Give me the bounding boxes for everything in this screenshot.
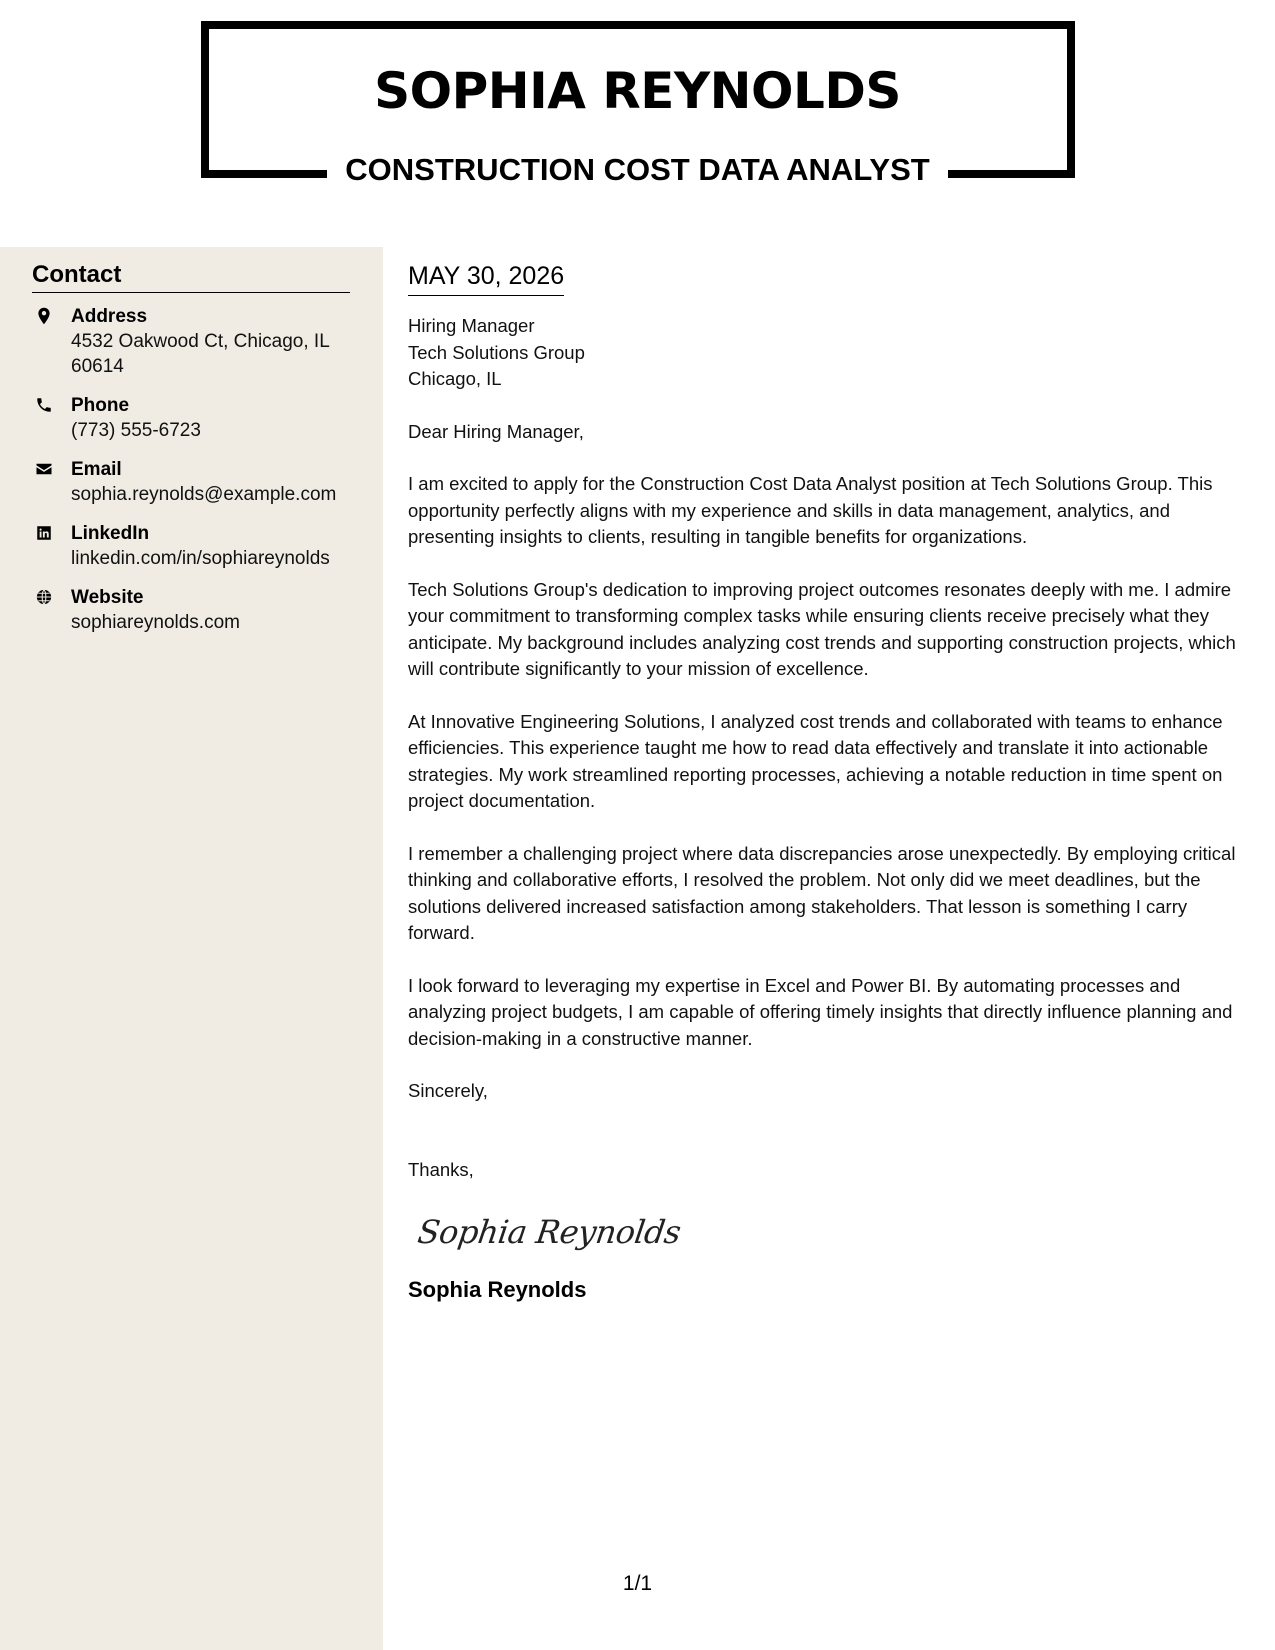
- handwritten-signature: Sophia Reynolds: [415, 1213, 684, 1251]
- map-pin-icon: [35, 307, 53, 325]
- page-number: 1/1: [622, 1572, 653, 1595]
- letter-paragraph: I look forward to leveraging my expertise in Excel and Power BI. By automating processes and analyzing project budgets, I am capable of offering timely insights that directly influence planning and decision-making in a constructive manner.: [408, 974, 1233, 1049]
- globe-icon: [35, 588, 53, 606]
- envelope-icon: [35, 460, 53, 478]
- contact-label: Phone: [71, 395, 130, 416]
- letter-date: MAY 30, 2026: [408, 262, 564, 296]
- closing: Sincerely,: [408, 1080, 488, 1101]
- letter-body: [408, 262, 1254, 1303]
- contact-label: Email: [71, 459, 122, 480]
- letter-paragraph: At Innovative Engineering Solutions, I analyzed cost trends and collaborated with teams to enhance efficiencies. This experience taught me how to read data effectively and translate it into actionable strategies. My work streamlined reporting processes, achieving a notable reduction in time spent on project documentation.: [408, 710, 1223, 811]
- applicant-name: SOPHIA REYNOLDS: [374, 62, 901, 120]
- contact-value: sophiareynolds.com: [71, 612, 240, 633]
- contact-list: [32, 304, 372, 649]
- letter-paragraph: I am excited to apply for the Construction Cost Data Analyst position at Tech Solutions Group. This opportunity perfectly aligns with my experience and skills in data management, analytics, and presenting insights to clients, resulting in tangible benefits for organizations.: [408, 473, 1213, 547]
- recipient-line: Tech Solutions Group: [408, 341, 585, 363]
- contact-sidebar: [0, 247, 383, 1650]
- salutation: Dear Hiring Manager,: [408, 420, 584, 442]
- contact-value: linkedin.com/in/sophiareynolds: [71, 548, 330, 569]
- letter-paragraph: I remember a challenging project where data discrepancies arose unexpectedly. By employing critical thinking and collaborative efforts, I resolved the problem. Not only did we meet deadlines, but the solutions delivered increased satisfaction among stakeholders. That lesson is something I carry forward.: [408, 842, 1236, 943]
- contact-item-linkedin: [32, 521, 372, 571]
- contact-heading: Contact: [32, 261, 350, 293]
- contact-value: (773) 555-6723: [71, 420, 201, 441]
- contact-label: Website: [71, 587, 144, 608]
- contact-item-address: [32, 304, 372, 379]
- phone-icon: [35, 396, 53, 414]
- contact-label: LinkedIn: [71, 523, 150, 544]
- signer-name: Sophia Reynolds: [408, 1277, 587, 1302]
- contact-item-phone: [32, 393, 372, 443]
- contact-value: sophia.reynolds@example.com: [71, 484, 337, 505]
- recipient-line: Chicago, IL: [408, 368, 502, 389]
- recipient-line: Hiring Manager: [408, 315, 535, 336]
- linkedin-icon: [35, 524, 53, 542]
- thanks-line: Thanks,: [408, 1158, 474, 1180]
- recipient-block: [408, 313, 1254, 393]
- job-title: CONSTRUCTION COST DATA ANALYST: [345, 152, 930, 187]
- letter-paragraph: Tech Solutions Group's dedication to improving project outcomes resonates deeply with me. I admire your commitment to transforming complex tasks while ensuring clients receive precisely what they anticipate. My background includes analyzing cost trends and supporting construction projects, which will contribute significantly to your mission of excellence.: [408, 578, 1236, 679]
- contact-item-website: [32, 585, 372, 635]
- contact-value: 4532 Oakwood Ct, Chicago, IL 60614: [71, 331, 330, 377]
- contact-label: Address: [71, 306, 148, 327]
- contact-item-email: [32, 457, 372, 507]
